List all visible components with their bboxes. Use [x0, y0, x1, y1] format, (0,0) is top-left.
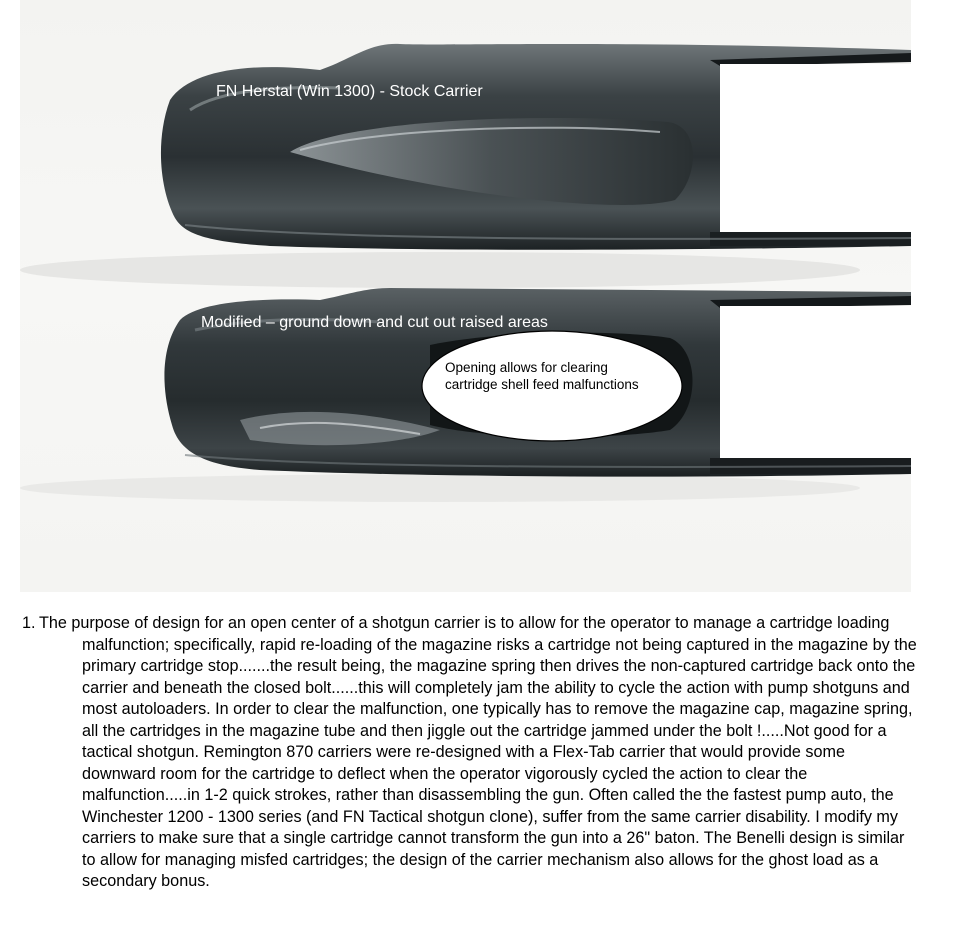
caption-modified-carrier: Modified – ground down and cut out raised areas — [201, 314, 548, 331]
list-number: 1. — [22, 614, 36, 632]
caption-stock-carrier: FN Herstal (Win 1300) - Stock Carrier — [216, 83, 483, 100]
article-list-item — [22, 613, 922, 893]
article-paragraph: The purpose of design for an open center of a shotgun carrier is to allow for the operator to manage a cartridge loading malfunction; specifically, rapid re-loading of the magazine risks a cartridge not being captured in the magazine by the primary cartridge stop.......the result being, the magazine spring then drives the non-captured cartridge back onto the carrier and beneath the closed bolt......this will completely jam the ability to cycle the action with pump shotguns and most autoloaders. In order to clear the malfunction, one typically has to remove the magazine cap, magazine spring, all the cartridges in the magazine tube and then jiggle out the cartridge jammed under the bolt !.....Not good for a tactical shotgun. Remington 870 carriers were re-designed with a Flex-Tab carrier that would provide some downward room for the cartridge to deflect when the operator vigorously cycled the action to clear the malfunction.....in 1-2 quick strokes, rather than disassembling the gun. Often called the the fastest pump auto, the Winchester 1200 - 1300 series (and FN Tactical shotgun clone), suffer from the same carrier disability. I modify my carriers to make sure that a single cartridge cannot transform the gun into a 26" baton. The Benelli design is similar to allow for managing misfed cartridges; the design of the carrier mechanism also allows for the ghost load as a secondary bonus. — [39, 614, 917, 890]
callout-text: Opening allows for clearing cartridge shell feed malfunctions — [445, 360, 639, 392]
